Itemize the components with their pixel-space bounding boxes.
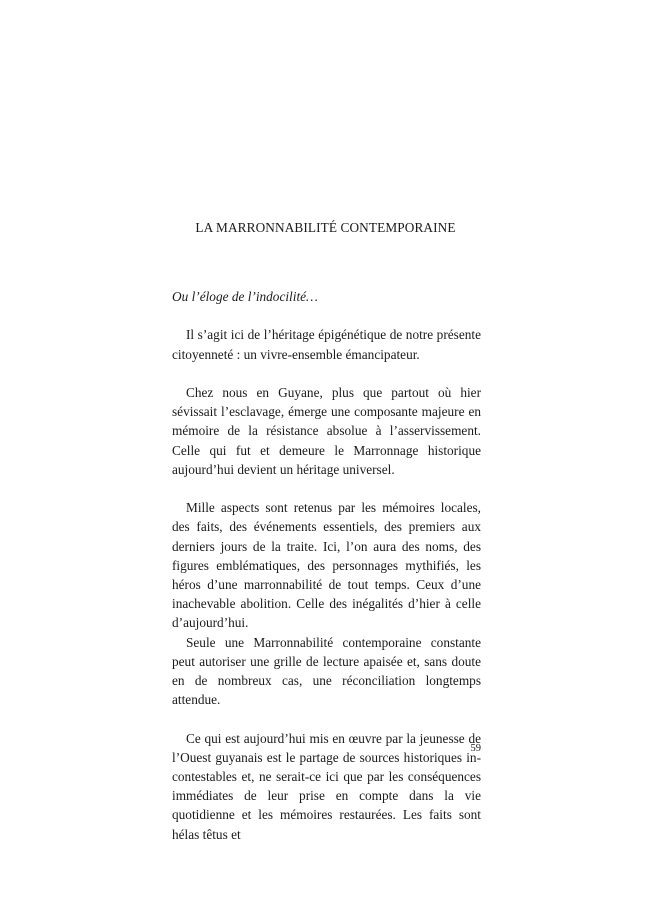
paragraph-gap [172,364,481,383]
paragraph-5: Ce qui est aujourd’hui mis en œuvre par la jeunesse de l’Ouest guyanais est le partage de sources historiques incontestables et, ne serait-ce ici que par les conséquences immédiates de leur prise en compte dans la vie quotidienne et les mémoires restaurées. Les faits sont hélas têtus et [172,730,481,842]
chapter-subtitle: Ou l’éloge de l’indocilité… [172,289,318,304]
paragraph-1: Il s’agit ici de l’héritage épigénétique de notre présente citoyenneté : un vivre-ensemble émancipateur. [172,327,481,362]
paragraph-gap [172,479,481,498]
paragraph-gap [172,709,481,728]
chapter-title: LA MARRONNABILITÉ CONTEMPORAINE [195,220,456,235]
paragraph-gap [172,306,481,325]
paragraph-3: Mille aspects sont retenus par les mémoires locales, des faits, des événements essentiels, des premiers aux derniers jours de la traite. Ici, l’on aura des noms, des figures emblématiques, des personnages mythifiés, les héros d’une marronnabilité de tout temps. Ceux d’une inachevable abolition. Celle des inégalités d’hier à celle d’aujourd’hui. [172,500,481,631]
paragraph-4: Seule une Marronnabilité contemporaine constante peut autoriser une grille de lecture apaisée et, sans doute en de nombreux cas, une réconciliation longtemps attendue. [172,634,481,708]
page-number: 59 [470,743,481,754]
body-text [172,287,481,844]
paragraph-2: Chez nous en Guyane, plus que partout où hier sévissait l’esclavage, émerge une composante majeure en mémoire de la résistance absolue à l’asservissement. Celle qui fut et demeure le Marronnage historique aujourd’hui devient un héritage universel. [172,384,481,477]
